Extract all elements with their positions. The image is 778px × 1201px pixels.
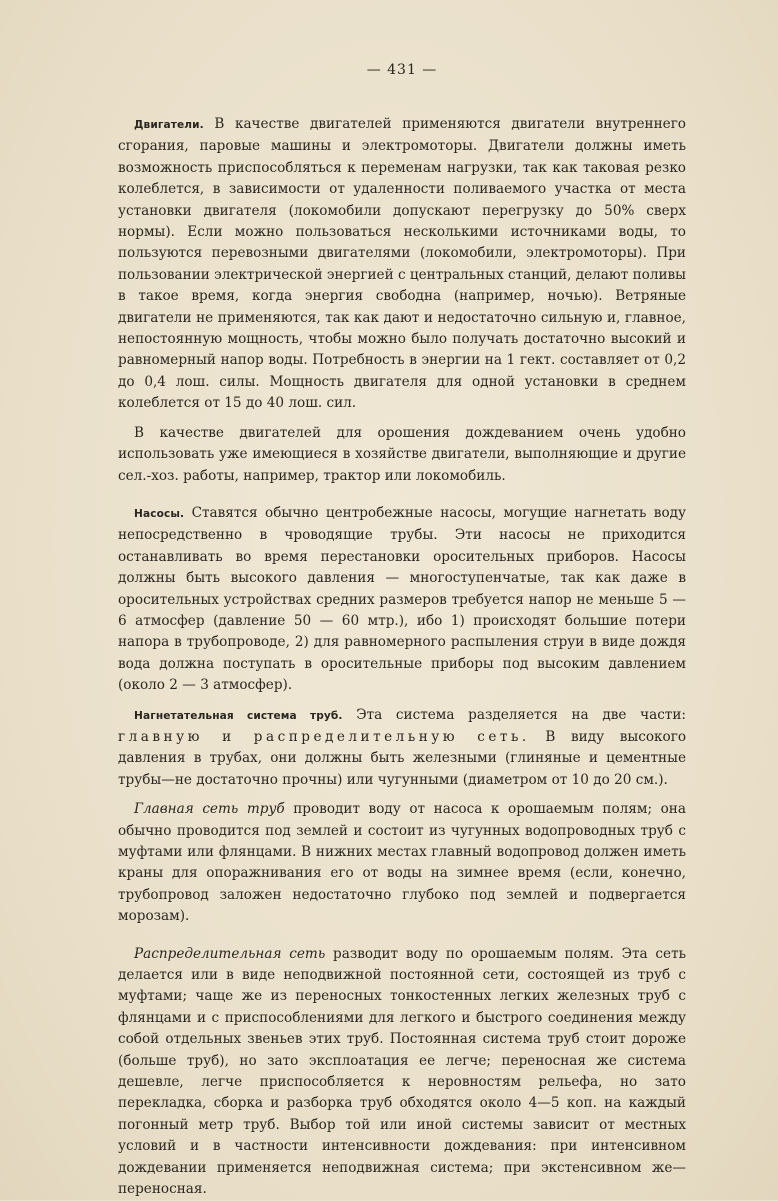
page-number: — 431 — bbox=[366, 62, 438, 78]
term-distribution-network: Распределительная сеть bbox=[134, 945, 326, 962]
spaced-term-networks: главную и распределительную сеть. bbox=[118, 728, 530, 745]
paragraph-pipes bbox=[118, 705, 686, 792]
heading-pipes: Нагнетательная система труб. bbox=[134, 709, 343, 722]
paragraph-motors bbox=[118, 114, 686, 415]
text-motors-2: В качестве двигателей для орошения дождеванием очень удобно использовать уже имеющиеся в хозяйстве двигатели, выполняющие и другие сел.-хоз. работы, например, трактор или локомобиль. bbox=[118, 424, 686, 484]
text-pipes-before: Эта система разделяется на две части: bbox=[356, 706, 686, 723]
heading-motors: Двигатели. bbox=[134, 119, 204, 131]
term-main-network: Главная сеть труб bbox=[134, 801, 285, 818]
text-pipes-after: В виду высокого давления в трубах, они должны быть железными (глиняные и цементные трубы—не достаточно прочны) или чугунными (диаметром от 10 до 20 см.). bbox=[118, 728, 687, 788]
text-distribution-network: разводит воду по орошаемым полям. Эта сеть делается или в виде неподвижной постоянной сети, состоящей из труб с муфтами; чаще же из переносных тонкостенных легких железных труб с флянцами и с приспособлениями для легкого и быстрого соединения между собой отдельных звеньев этих труб. Постоянная система труб стоит дороже (больше труб), но зато эксплоатация ее легче; переносная же система дешевле, легче приспособляется к неровностям рельефа, но зато перекладка, сборка и разборка труб обходятся около 4—5 коп. на каждый погонный метр труб. Выбор той или иной системы зависит от местных условий и в частности интенсивности дождевания: при интенсивном дождевании применяется неподвижная система; при экстенсивном же—переносная. bbox=[118, 945, 686, 1198]
paragraph-motors-2 bbox=[118, 423, 686, 487]
text-motors: В качестве двигателей применяются двигатели внутреннего сгорания, паровые машины и электромоторы. Двигатели должны иметь возможность приспособляться к переменам нагрузки, так как таковая резко колеблется, в зависимости от удаленности поливаемого участка от места установки двигателя (локомобили допускают перегрузку до 50% сверх нормы). Если можно пользоваться несколькими источниками воды, то пользуются перевозными двигателями (локомобили, электромоторы). При пользовании электрической энергией с центральных станций, делают поливы в такое время, когда энергия свободна (например, ночью). Ветряные двигатели не применяются, так как дают и недостаточно сильную и, главное, непостоянную мощность, чтобы можно было получать достаточно высокий и равномерный напор воды. Потребность в энергии на 1 гект. составляет от 0,2 до 0,4 лош. силы. Мощность двигателя для одной установки в среднем колеблется от 15 до 40 лош. сил. bbox=[118, 116, 687, 412]
heading-pumps: Насосы. bbox=[134, 507, 185, 520]
paragraph-main-network bbox=[118, 799, 686, 927]
text-main-network: проводит воду от насоса к орошаемым полям; она обычно проводится под землей и состоит из чугунных водопроводных труб с муфтами или флянцами. В нижних местах главный водопровод должен иметь краны для опоражнивания его от воды на зимнее время (если, конечно, трубопровод заложен недостаточно глубоко под землей и подвергается морозам). bbox=[118, 801, 686, 925]
paragraph-distribution-network bbox=[118, 944, 686, 1201]
text-pumps: Ставятся обычно центробежные насосы, могущие нагнетать воду непосредственно в чроводящие трубы. Эти насосы не приходится останавливать во время перестановки оросительных приборов. Насосы должны быть высокого давления — многоступенчатые, так как даже в оросительных устройствах средних размеров требуется напор не меньше 5 — 6 атмосфер (давление 50 — 60 мтр.), ибо 1) происходят большие потери напора в трубопроводе, 2) для равномерного распыления струи в виде дождя вода должна поступать в оросительные приборы под высоким давлением (около 2 — 3 атмосфер). bbox=[118, 504, 686, 694]
paragraph-pumps bbox=[118, 503, 686, 697]
